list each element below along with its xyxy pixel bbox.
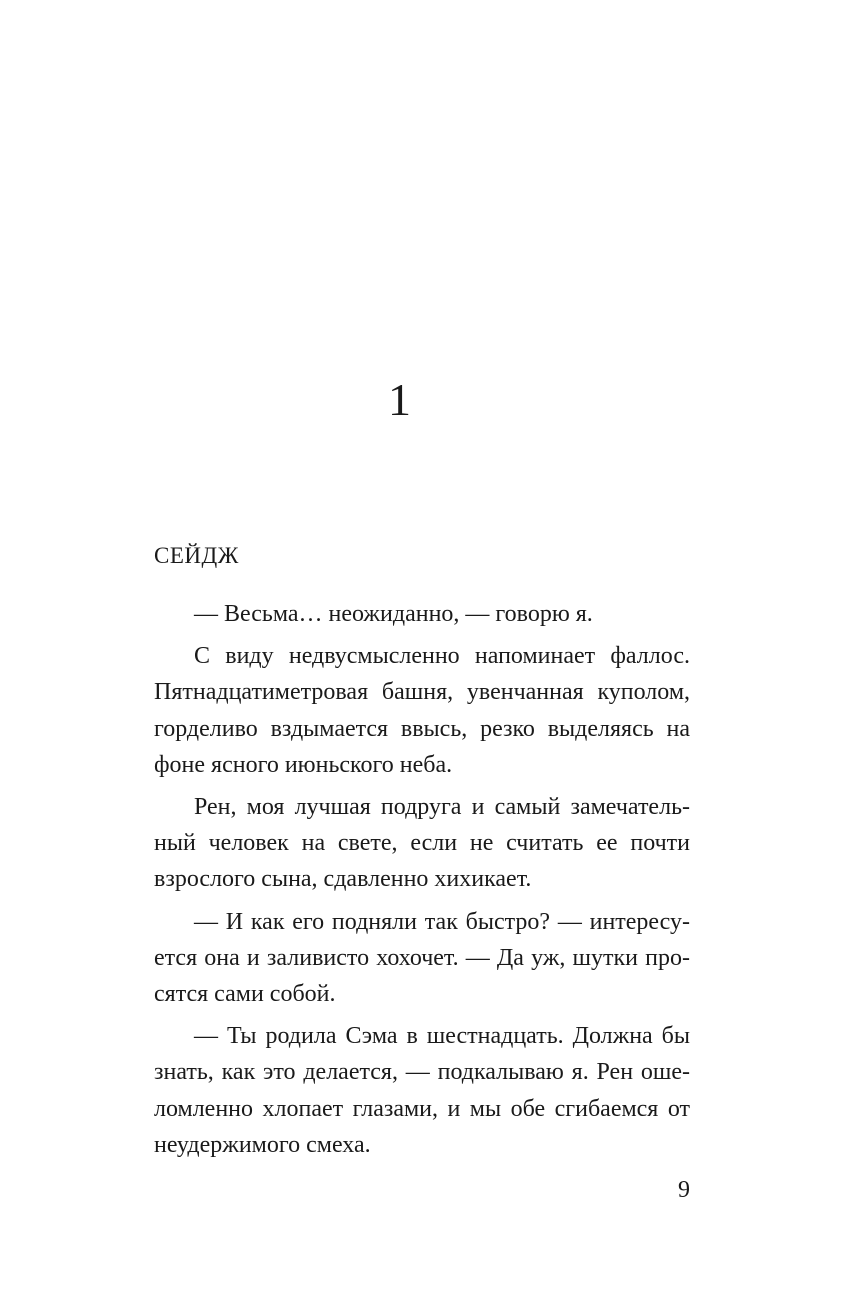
text-line: взрослого сына, сдавленно хихикает. (154, 866, 532, 893)
text-line: — И как его подняли так быстро? — интересу- (194, 908, 690, 935)
page-number: 9 (678, 1177, 690, 1203)
text-line: фоне ясного июньского неба. (154, 751, 453, 778)
text-line: — Весьма… неожиданно, — говорю я. (194, 601, 593, 627)
text-line: Пятнадцатиметровая башня, увенчанная куполом, (154, 679, 690, 706)
text-line: С виду недвусмысленно напоминает фаллос. (194, 643, 690, 670)
paragraph (114, 789, 690, 898)
text-line: горделиво вздымается ввысь, резко выделяясь на (154, 715, 690, 742)
text-line: ломленно хлопает глазами, и мы обе сгибаемся от (154, 1095, 690, 1122)
chapter-text (114, 596, 690, 1169)
paragraph (114, 638, 690, 783)
paragraph (114, 904, 690, 1013)
paragraph (114, 596, 690, 632)
pov-character-name: СЕЙДЖ (154, 543, 239, 568)
text-line: ется она и заливисто хохочет. — Да уж, шутки про- (154, 944, 690, 971)
text-line: знать, как это делается, — подкалываю я. Рен оше- (154, 1059, 690, 1086)
paragraph (114, 1018, 690, 1163)
text-line: — Ты родила Сэма в шестнадцать. Должна бы (194, 1023, 690, 1050)
text-line: ный человек на свете, если не считать ее почти (154, 830, 690, 857)
text-line: сятся сами собой. (154, 981, 336, 1008)
chapter-number: 1 (388, 374, 412, 425)
text-line: неудержимого смеха. (154, 1131, 371, 1158)
text-line: Рен, моя лучшая подруга и самый замечатель- (194, 794, 690, 821)
